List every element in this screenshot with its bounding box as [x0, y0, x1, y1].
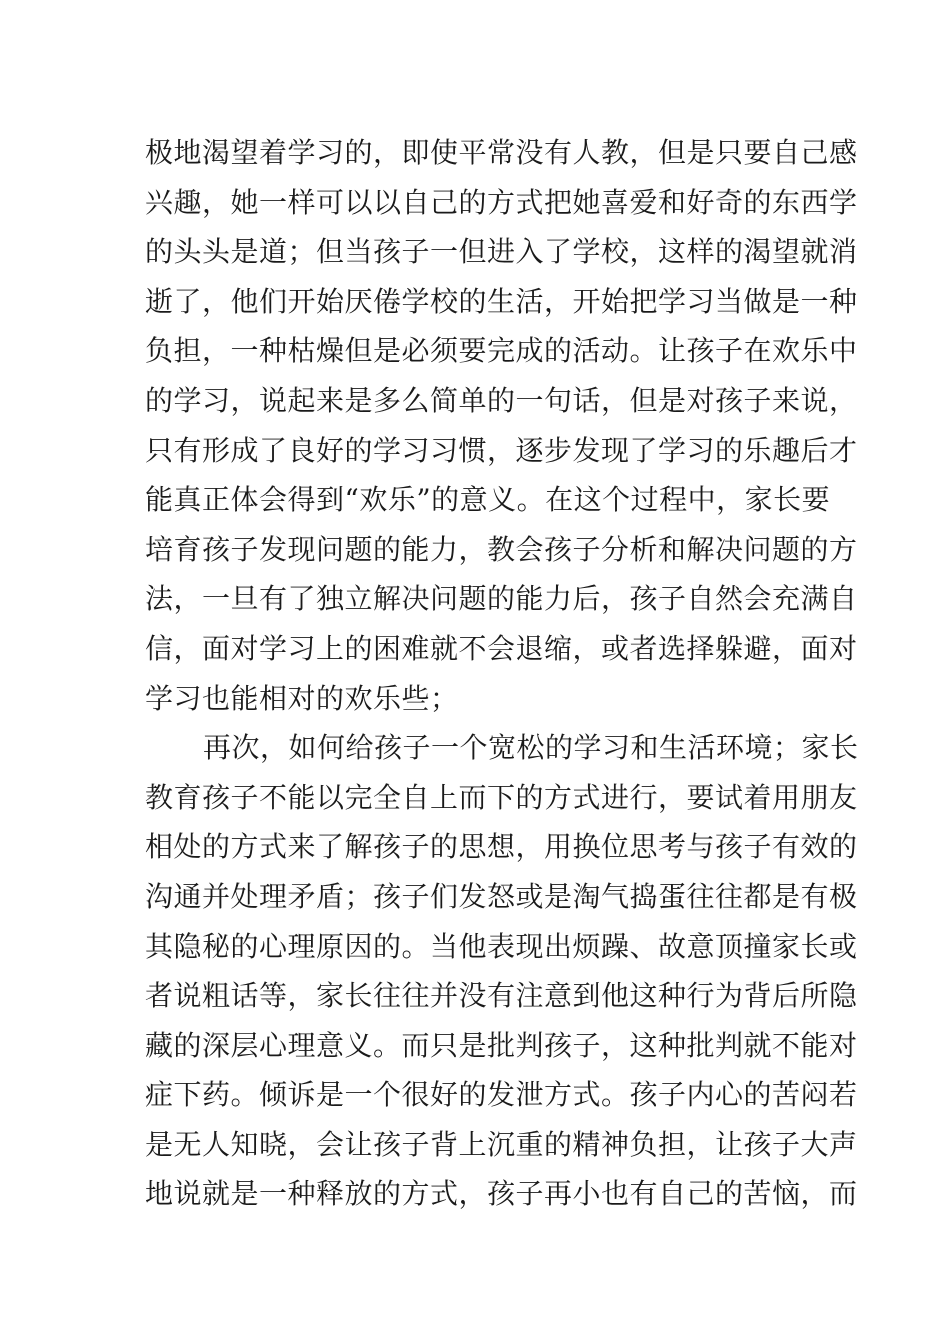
text-line: 的头头是道；但当孩子一但进入了学校，这样的渴望就消	[145, 235, 858, 269]
paragraph-first-line: 再次，如何给孩子一个宽松的学习和生活环境；家长	[203, 731, 859, 765]
text-line: 信，面对学习上的困难就不会退缩，或者选择躲避，面对	[145, 631, 858, 665]
text-line: 负担，一种枯燥但是必须要完成的活动。让孩子在欢乐中	[145, 334, 858, 368]
text-line: 相处的方式来了解孩子的思想，用换位思考与孩子有效的	[145, 830, 858, 864]
text-line: 藏的深层心理意义。而只是批判孩子，这种批判就不能对	[145, 1028, 858, 1062]
text-line: 极地渴望着学习的，即使平常没有人教，但是只要自己感	[145, 136, 858, 169]
text-line: 的学习，说起来是多么简单的一句话，但是对孩子来说，	[145, 383, 858, 417]
text-line: 培育孩子发现问题的能力，教会孩子分析和解决问题的方	[145, 532, 858, 566]
text-line: 只有形成了良好的学习习惯，逐步发现了学习的乐趣后才	[145, 433, 858, 467]
text-line: 沟通并处理矛盾；孩子们发怒或是淘气捣蛋往往都是有极	[145, 879, 858, 913]
body-text	[145, 128, 859, 1219]
text-line: 兴趣，她一样可以以自己的方式把她喜爱和好奇的东西学	[145, 185, 858, 219]
text-line: 逝了，他们开始厌倦学校的生活，开始把学习当做是一种	[145, 284, 858, 318]
text-line: 其隐秘的心理原因的。当他表现出烦躁、故意顶撞家长或	[145, 929, 858, 963]
text-line: 是无人知晓，会让孩子背上沉重的精神负担，让孩子大声	[145, 1127, 858, 1161]
text-line: 学习也能相对的欢乐些；	[145, 681, 459, 715]
text-line: 法，一旦有了独立解决问题的能力后，孩子自然会充满自	[145, 582, 858, 616]
text-line: 教育孩子不能以完全自上而下的方式进行，要试着用朋友	[145, 780, 858, 814]
text-line: 症下药。倾诉是一个很好的发泄方式。孩子内心的苦闷若	[145, 1078, 858, 1112]
text-line: 者说粗话等，家长往往并没有注意到他这种行为背后所隐	[145, 979, 858, 1013]
text-line: 能真正体会得到“欢乐”的意义。在这个过程中，家长要	[145, 483, 831, 517]
text-line: 地说就是一种释放的方式，孩子再小也有自己的苦恼，而	[145, 1177, 858, 1211]
